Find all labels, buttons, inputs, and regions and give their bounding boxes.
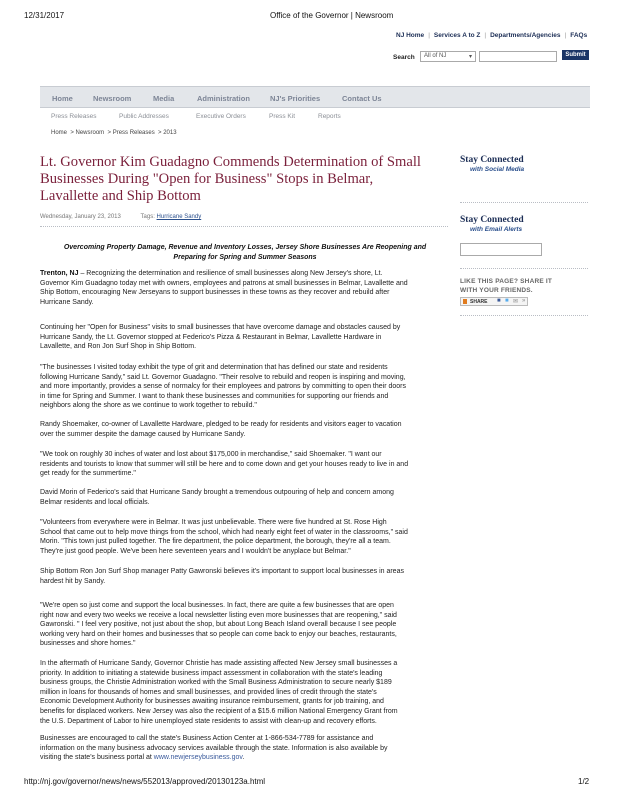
dateline: Trenton, NJ xyxy=(40,270,79,277)
nav-priorities[interactable]: NJ's Priorities xyxy=(270,94,321,103)
sidebar-divider xyxy=(460,315,588,316)
search-input[interactable] xyxy=(479,51,557,62)
page-title xyxy=(40,154,450,205)
article-meta xyxy=(40,214,201,220)
article-paragraph: Trenton, NJ – Recognizing the determination and resilience of small businesses along New Jersey's shore, Lt. Governor Kim Guadagno today met with owners, employees and patrons at small businesses in Belmar, Lavallette and Ship Bottom, encouraging New Jerseyans to support businesses in these towns as they recover and rebuild after Hurricane Sandy. xyxy=(40,270,408,306)
top-link-departments[interactable]: Departments/Agencies xyxy=(490,32,561,39)
title-line: Lt. Governor Kim Guadagno Commends Determination of Small xyxy=(40,154,421,170)
twitter-icon: ■ xyxy=(505,298,509,304)
article-paragraph: "The businesses I visited today exhibit the type of grit and determination that has defined our state and residents following Hurricane Sandy," said Lt. Governor Guadagno. "Their resolve to rebuild and reopen is inspiring and moving, and more importantly, provides a sense of normalcy for their employees and patrons by committing to open their doors in time for Spring and Summer. I want to thank these businesses and communities for supporting our friends and neighbors along the shore as we continue to work together to rebuild." xyxy=(40,364,406,410)
subnav-press-releases[interactable]: Press Releases xyxy=(51,113,97,120)
article-paragraph: "We took on roughly 30 inches of water and lost about $175,000 in merchandise," said Shoemaker. "I want our residents and tourists to know that summer will still be here and to come down and get your houses ready to live in and get ready for the summertime." xyxy=(40,451,409,478)
subtitle-line: Overcoming Property Damage, Revenue and Inventory Losses, Jersey Shore Businesses Are Reopening and xyxy=(63,244,427,251)
article-paragraph: Businesses are encouraged to call the state's Business Action Center at 1-866-534-7789 for assistance and information on the many business advocacy services available through the state. Information is also available by visiting the state's business portal at www.newjerseybusiness.gov. xyxy=(40,735,388,762)
print-page: 1/2 xyxy=(578,777,590,786)
tag-link[interactable]: Hurricane Sandy xyxy=(156,214,202,220)
email-heading: Stay Connected xyxy=(460,215,524,225)
share-prompt: LIKE THIS PAGE? SHARE IT WITH YOUR FRIENDS. xyxy=(460,278,553,294)
article-paragraph: Randy Shoemaker, co-owner of Lavallette Hardware, pledged to be ready for residents and visitors eager to vacation over the summer despite the damage caused by Hurricane Sandy. xyxy=(40,421,402,438)
print-date: 12/31/2017 xyxy=(24,11,65,20)
subnav-reports[interactable]: Reports xyxy=(318,113,341,120)
top-link-nj-home[interactable]: NJ Home xyxy=(396,32,425,39)
print-title: Office of the Governor | Newsroom xyxy=(270,11,394,20)
article-paragraph: Continuing her "Open for Business" visits to small businesses that have overcome damage and obstacles caused by Hurricane Sandy, the Lt. Governor stopped at Federico's Pizza & Restaurant in Belmar, Lavallette Hardware in Lavallette, and Ron Jon Surf Shop in Ship Bottom. xyxy=(40,324,401,351)
nav-home[interactable]: Home xyxy=(52,94,73,103)
search-label: Search xyxy=(393,54,415,61)
sidebar-divider xyxy=(460,202,588,203)
email-icon: ✉ xyxy=(513,299,519,305)
sidebar-divider xyxy=(460,268,588,269)
article-paragraph: "We're open so just come and support the local businesses. In fact, there are quite a few businesses that are open right now and every two weeks we receive a local newsletter listing even more businesses that are reopening," said Gawronski. " I feel very positive, not just about the shop, but about Long Beach Island overall because I see people working very hard on their homes and businesses that so people can come back to enjoy our beaches, restaurants, businesses and shore homes." xyxy=(40,602,397,648)
subnav-press-kit[interactable]: Press Kit xyxy=(269,113,296,120)
article-paragraph: In the aftermath of Hurricane Sandy, Governor Christie has made assisting affected New Jersey small businesses a priority. In addition to initiating a statewide business impact assessment in collaboration with the state's leading business groups, the Christie Administration worked with the Small Business Administration to secure nearly $189 million in loans for thousands of homes and small businesses, and provided lines of credit through the state's Economic Development Authority for businesses awaiting insurance reimbursement, grants for job training, and benefits for displaced workers. New Jersey was also the recipient of a $15.6 million National Emergency Grant from the U.S. Department of Labor to hire unemployed state residents to assist with clean-up and recovery efforts. xyxy=(40,660,398,725)
chevron-down-icon: ▾ xyxy=(468,54,472,60)
search-scope-value: All of NJ xyxy=(424,53,447,59)
nav-newsroom[interactable]: Newsroom xyxy=(93,94,132,103)
chevron-down-icon: » xyxy=(522,298,526,304)
share-label: SHARE xyxy=(470,299,488,305)
article-paragraph: Ship Bottom Ron Jon Surf Shop manager Patty Gawronski believes it's important to support local businesses in areas hardest hit by Sandy. xyxy=(40,568,404,585)
nav-administration[interactable]: Administration xyxy=(197,94,250,103)
title-line: Lavallette and Ship Bottom xyxy=(40,188,201,204)
article-date: Wednesday, January 23, 2013 xyxy=(40,214,121,220)
nav-contact[interactable]: Contact Us xyxy=(342,94,382,103)
divider xyxy=(40,226,448,227)
subtitle-line: Preparing for Spring and Summer Seasons xyxy=(173,254,317,261)
facebook-icon: ■ xyxy=(497,298,501,304)
sub-nav xyxy=(40,113,590,123)
social-heading: Stay Connected xyxy=(460,155,524,165)
subnav-executive-orders[interactable]: Executive Orders xyxy=(196,113,246,120)
submit-button[interactable]: Submit xyxy=(562,50,589,60)
top-links: NJ Home | Services A to Z | Departments/Agencies | FAQs xyxy=(396,32,588,39)
breadcrumb[interactable]: Home > Newsroom > Press Releases > 2013 xyxy=(51,130,177,136)
article-paragraph: "Volunteers from everywhere were in Belmar. It was just unbelievable. There were five hundred at St. Rose High School that came out to help move things from the school, which had nearly eight feet of water in the classrooms," said Morin. "This town just pulled together. The fire department, the police department, the borough, they're all a team. They're just good people. We've been here seventeen years and I wouldn't be anyplace but Belmar." xyxy=(40,519,408,555)
portal-link[interactable]: www.newjerseybusiness.gov xyxy=(153,754,243,762)
email-field[interactable] xyxy=(460,243,542,256)
article-subtitle xyxy=(40,243,450,263)
email-subheading: with Email Alerts xyxy=(470,226,523,233)
top-link-services[interactable]: Services A to Z xyxy=(433,32,481,39)
tags-label: Tags: xyxy=(140,214,155,220)
print-url: http://nj.gov/governor/news/news/552013/approved/20130123a.html xyxy=(24,777,266,786)
subnav-public-addresses[interactable]: Public Addresses xyxy=(119,113,169,120)
search-scope-select[interactable] xyxy=(420,51,476,62)
main-nav xyxy=(40,86,590,108)
share-plus-icon xyxy=(463,299,467,304)
title-line: Businesses During "Open for Business" Stops in Belmar, xyxy=(40,171,374,187)
top-link-faqs[interactable]: FAQs xyxy=(570,32,588,39)
article-paragraph: David Morin of Federico's said that Hurricane Sandy brought a tremendous outpouring of help and concern among Belmar residents and local officials. xyxy=(40,489,394,506)
share-button[interactable] xyxy=(460,297,528,306)
nav-media[interactable]: Media xyxy=(153,94,175,103)
social-subheading[interactable]: with Social Media xyxy=(470,166,525,173)
